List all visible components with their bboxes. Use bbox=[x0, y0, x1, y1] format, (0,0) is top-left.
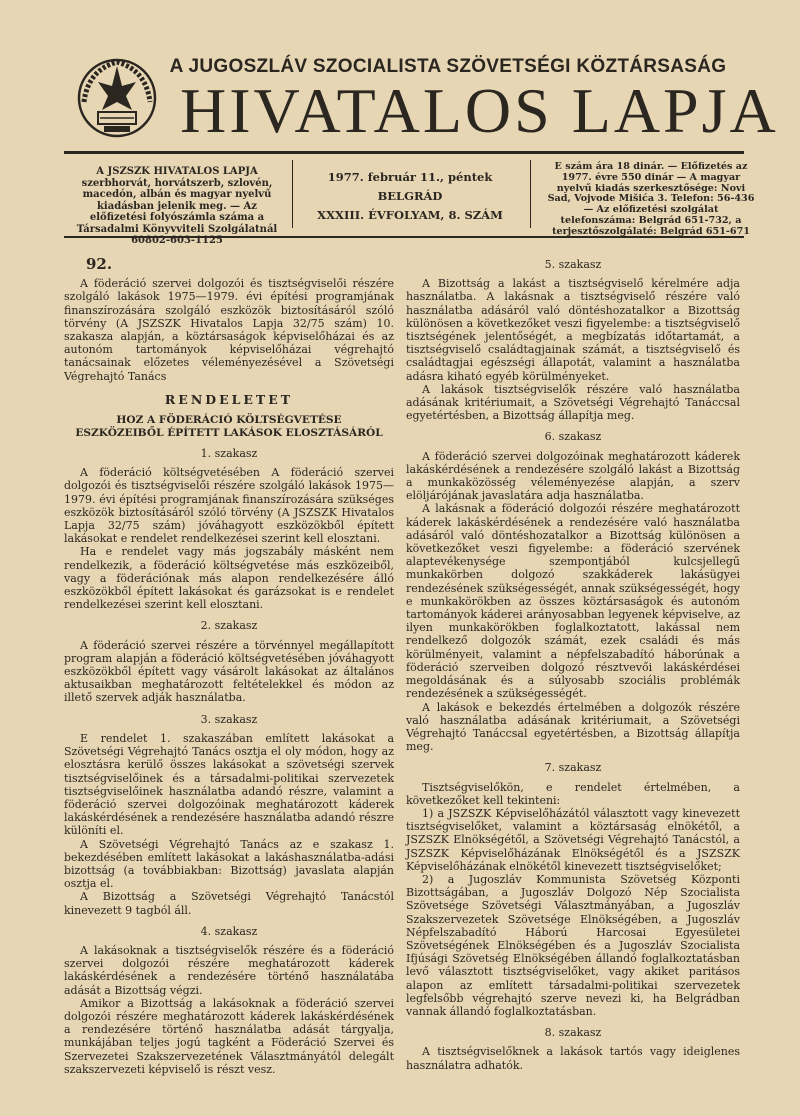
issue-date: 1977. február 11., péntek bbox=[327, 170, 493, 184]
paragraph: A lakásoknak a tisztségviselők részére és a föderáció szervei dolgozói részére meghatározott káderek lakáskérdésének a rendezésére történő használatába adását a Bizottság végzi. bbox=[64, 943, 394, 997]
paragraph: A lakásnak a föderáció dolgozói részére meghatározott káderek lakáskérdésének a rendezésére való használatba adásáról való döntéshozatalkor a Bizottság különösen a következőket veszi figyelembe: a föderáció szervének alaptevékenysége szempontjából kulcsjellegű munkakörben dolgozó szakkáderek lakásügyei rendezésének szükségességét, annak szükségességét, hogy e munkakörökben az összes köztársaságok és autonóm tartományok káderei arányosabban legyenek képviselve, az ilyen munkakörökben foglalkoztatott, lakással nem rendelkező dolgozók számát, ezek családi és más körülményeit, valamint a népfelszabadító háborúnak a föderáció szerveiben dolgozó résztvevői lakáskérdései megoldásának és a súlyosabb szociális problémák rendezésének a szükségességét. bbox=[406, 502, 740, 701]
masthead-rule bbox=[64, 151, 744, 154]
section-heading: 7. szakasz bbox=[544, 761, 602, 775]
info-divider-right bbox=[530, 160, 531, 228]
list-item-text: 1) a JSZSZK Képviselőházától választott vagy kinevezett tisztségviselőket, valamint a köztársaság elnökétől, a JSZSZK Elnökségétől, a Szövetségi Végrehajtó Tanácstól, a JSZSZK Képviselőházának Elnökségétől és a JSZSZK Képviselőházának elnökétől kinevezett tisztségviselőket; bbox=[406, 806, 740, 873]
act-title: HOZ A FÖDERÁCIÓ KÖLTSÉGVETÉSE ESZKÖZEIBŐL ÉPÍTETT LAKÁSOK ELOSZTÁSÁRÓL bbox=[75, 414, 383, 439]
paragraph: A Bizottság a Szövetségi Végrehajtó Tanácstól kinevezett 9 tagból áll. bbox=[64, 890, 394, 917]
right-column bbox=[406, 258, 740, 1072]
section-heading: 5. szakasz bbox=[544, 258, 602, 271]
act-type: RENDELETET bbox=[164, 391, 294, 407]
issue-number: XXXIII. ÉVFOLYAM, 8. SZÁM bbox=[317, 208, 503, 222]
paragraph: A lakások tisztségviselők részére való használatba adásának kritériumait, a Szövetségi Végrehajtó Tanáccsal egyetértésben, a Bizottság állapítja meg. bbox=[406, 382, 740, 423]
issue-place: BELGRÁD bbox=[377, 189, 443, 203]
list-item bbox=[406, 873, 740, 1018]
masthead-supertitle: A JUGOSZLÁV SZOCIALISTA SZÖVETSÉGI KÖZTÁRSASÁG bbox=[169, 56, 727, 77]
state-emblem-icon bbox=[74, 52, 160, 140]
issue-info bbox=[300, 168, 520, 225]
publication-info: A JSZSZK HIVATALOS LAPJA szerbhorvát, horvátszerb, szlovén, macedón, albán és magyar nyelvű kiadásban jelenik meg. — Az előfizetési folyószámla száma a Társadalmi Könyvviteli Szolgálatnál 60802-603-1125 bbox=[76, 166, 278, 246]
paragraph: A tisztségviselőknek a lakások tartós vagy ideiglenes használatra adhatók. bbox=[406, 1045, 740, 1072]
subscription-info: E szám ára 18 dinár. — Előfizetés az 1977. évre 550 dinár — A magyar nyelvű kiadás szerkesztősége: Novi Sad, Vojvode Mišića 3. Telefon: 56-436 — Az előfizetési szolgálat telefonszáma: Belgrád 651-732, a terjesztőszolgálaté: Belgrád 651-671 bbox=[547, 161, 755, 237]
paragraph: Ha e rendelet vagy más jogszabály másként nem rendelkezik, a föderáció költségvetése más eszközeiből, vagy a föderációnak más alapon rendelkezésére álló eszközökből épített lakásokat és garázsokat is e rendelet rendelkezései szerint kell elosztani. bbox=[64, 545, 394, 612]
paragraph: Amikor a Bizottság a lakásoknak a föderáció szervei dolgozói részére meghatározott káderek lakáskérdésének a rendezésére történő használatba adását tárgyalja, munkájában teljes jogú tagként a Föderáció Szervei és Szervezetei Szakszervezetének Választmányától delegált szakszervezeti képviselő is részt vesz. bbox=[64, 996, 394, 1076]
paragraph: A föderáció szervei részére a törvénnyel megállapított program alapján a föderáció költségvetésében jóváhagyott eszközökből épített vagy vásárolt lakásokat az általános aktusaikban meghatározott feltételekkel és módon az illető szervek adják használatba. bbox=[64, 638, 394, 705]
paragraph: Tisztségviselőkön, e rendelet értelmében, a következőket kell tekinteni: bbox=[406, 780, 740, 807]
section-heading: 1. szakasz bbox=[200, 447, 258, 461]
list-item bbox=[406, 807, 740, 873]
section-heading: 4. szakasz bbox=[200, 924, 258, 938]
act-number: 92. bbox=[86, 255, 113, 273]
paragraph: E rendelet 1. szakaszában említett lakásokat a Szövetségi Végrehajtó Tanács osztja el oly módon, hogy az elosztásra kerülő összes lakásokat a szövetségi szervek tisztségviselőinek és a társadalmi-politikai szervezetek tisztségviselőinek használatba adandó részre, valamint a föderáció szervei dolgozóinak meghatározott káderek lakáskérdésének a rendezésére használatba adandó részre különíti el. bbox=[64, 731, 394, 838]
preamble: A föderáció szervei dolgozói és tisztségviselői részére szolgáló lakások 1975—1979. évi építési programjának finanszírozására szolgáló eszközök biztosításáról szóló törvény (A JSZSZK Hivatalos Lapja 32/75 szám) 10. szakasza alapján, a köztársaságok képviselőházai és az autonóm tartományok képviselőházai végrehajtó tanácsainak előzetes véleményezésével a Szövetségi Végrehajtó Tanács bbox=[64, 277, 394, 383]
left-column bbox=[64, 255, 394, 1076]
paragraph: A Szövetségi Végrehajtó Tanács az e szakasz 1. bekezdésében említett lakásokat a lakáshasználatba-adási bizottság (a továbbiakban: Bizottság) javaslata alapján osztja el. bbox=[64, 837, 394, 891]
section-heading: 3. szakasz bbox=[200, 712, 258, 726]
list-item-text: 2) a Jugoszláv Kommunista Szövetség Központi Bizottságában, a Jugoszláv Dolgozó Nép Szocialista Szövetsége Szövetségi Választmányában, a Jugoszláv Szakszervezetek Szövetsége Elnökségében, a Jugoszláv Népfelszabadító Háború Harcosai Egyesületei Szövetségének Elnökségében és a Jugoszláv Szocialista Ifjúsági Szövetség Elnökségében állandó foglalkoztatásban levő választott tisztségviselőket, vagy akiket paritásos alapon az említett társadalmi-politikai szervezetek legfelsőbb végrehajtó szerve nevezi ki, ha Belgrádban vannak állandó foglalkoztatásban. bbox=[406, 872, 740, 1018]
section-heading: 2. szakasz bbox=[200, 619, 258, 633]
masthead-title: HIVATALOS LAPJA bbox=[180, 75, 779, 146]
paragraph: A föderáció szervei dolgozóinak meghatározott káderek lakáskérdésének a rendezésére szolgáló lakást a Bizottság a munkaközösség véleményezése alapján, a szerv elöljárójának javaslatára adja használatba. bbox=[406, 449, 740, 503]
info-divider-left bbox=[292, 160, 293, 228]
section-heading: 8. szakasz bbox=[544, 1026, 602, 1040]
paragraph: A Bizottság a lakást a tisztségviselő kérelmére adja használatba. A lakásnak a tisztségviselő részére való használatba adásáról való döntéshozatalkor a Bizottság különösen a következőket veszi figyelembe: a tisztségviselő tisztségének jelentőségét, a megbízatás időtartamát, a tisztségviselő családtagjainak számát, a tisztségviselő és családtagjai egészségi állapotát, valamint a használatba adásra kiható egyéb körülményeket. bbox=[406, 277, 740, 383]
official-list bbox=[406, 807, 740, 1018]
paragraph: A lakások e bekezdés értelmében a dolgozók részére való használatba adásának kritériumait, a Szövetségi Végrehajtó Tanáccsal egyetértésben, a Bizottság állapítja meg. bbox=[406, 700, 740, 754]
paragraph: A föderáció költségvetésében A föderáció szervei dolgozói és tisztségviselői részére szolgáló lakások 1975—1979. évi építési programjának finanszírozására szükséges eszközök biztosításáról szóló törvény (A JSZSZK Hivatalos Lapja 32/75 szám) jóváhagyott eszközökből épített lakásokat e rendelet rendelkezései szerint kell elosztani. bbox=[64, 466, 394, 546]
section-heading: 6. szakasz bbox=[544, 430, 602, 444]
